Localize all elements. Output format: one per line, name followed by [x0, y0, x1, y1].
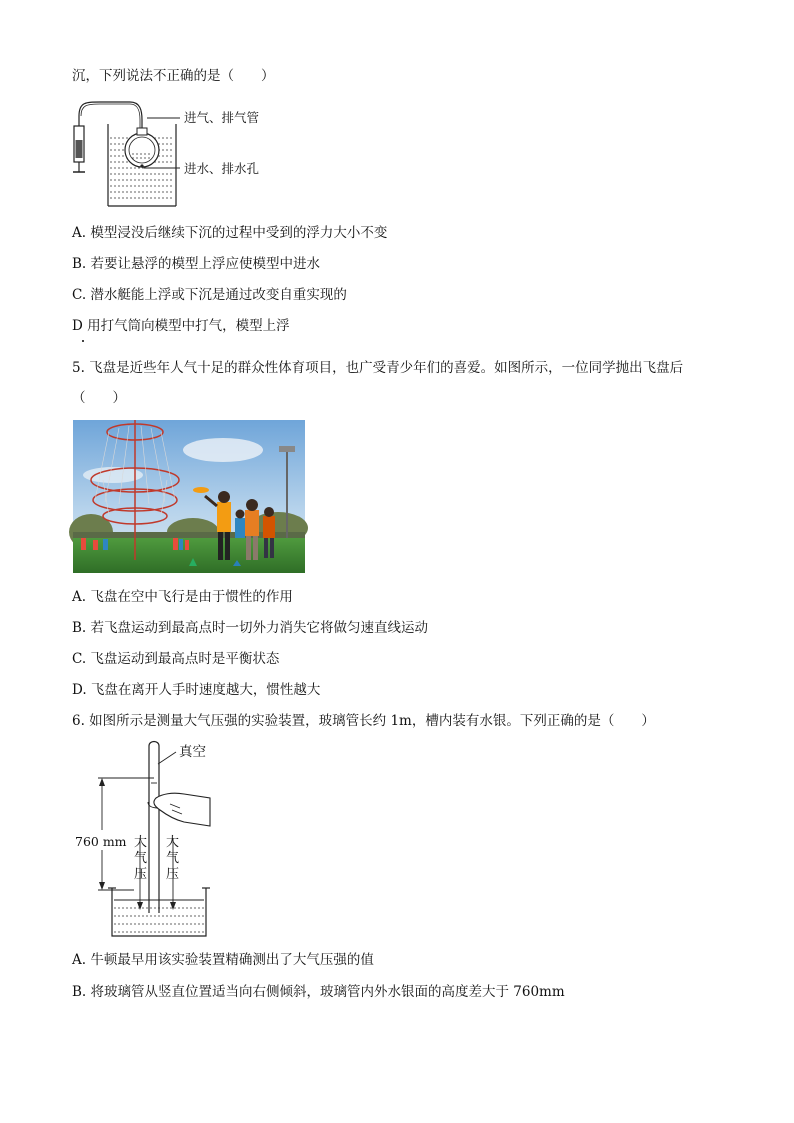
- label-inlet-hole: 进水、排水孔: [184, 161, 260, 176]
- frisbee-disc: [193, 487, 209, 493]
- pump-piston: [76, 140, 83, 158]
- q5-option-c[interactable]: C. 飞盘运动到最高点时是平衡状态: [72, 651, 280, 667]
- q5-stem-bracket: （ ）: [72, 390, 126, 406]
- air-tube: [79, 102, 142, 128]
- leader-vacuum: [158, 752, 176, 764]
- label-vacuum: 真空: [179, 744, 206, 760]
- q6-option-a[interactable]: A. 牛顿最早用该实验装置精确测出了大气压强的值: [72, 952, 374, 968]
- q4-option-a[interactable]: A. 模型浸没后继续下沉的过程中受到的浮力大小不变: [72, 225, 388, 241]
- frisbee-photo: [73, 420, 305, 573]
- hand: [154, 793, 210, 826]
- label-inlet-tube: 进气、排气管: [184, 110, 260, 125]
- q5-option-b[interactable]: B. 若飞盘运动到最高点时一切外力消失它将做匀速直线运动: [72, 620, 429, 636]
- label-pressure-left-3: 压: [134, 867, 148, 882]
- stray-dot: [82, 340, 84, 342]
- model-flask: [125, 133, 159, 167]
- q6-option-b[interactable]: B. 将玻璃管从竖直位置适当向右侧倾斜，玻璃管内外水银面的高度差大于 760mm: [72, 984, 565, 1000]
- q6-stem: 6. 如图所示是测量大气压强的实验装置，玻璃管长约 1m，槽内装有水银。下列正确的是（ ）: [72, 713, 655, 729]
- label-pressure-right-2: 气: [166, 851, 180, 866]
- q4-option-c[interactable]: C. 潜水艇能上浮或下沉是通过改变自重实现的: [72, 287, 347, 303]
- q5-option-d[interactable]: D. 飞盘在离开人手时速度越大，惯性越大: [72, 682, 321, 698]
- q5-stem: 5. 飞盘是近些年人气十足的群众性体育项目，也广受青少年们的喜爱。如图所示，一位同学抛出飞盘后: [72, 360, 684, 376]
- glass-tube: [149, 742, 159, 914]
- label-760mm: 760 mm: [75, 834, 127, 849]
- inlet-hole: [140, 164, 143, 167]
- label-pressure-right-1: 大: [166, 835, 180, 850]
- q4-stem-continuation: 沉，下列说法不正确的是（ ）: [72, 68, 275, 84]
- label-pressure-left-1: 大: [134, 835, 148, 850]
- label-pressure-right-3: 压: [166, 867, 180, 882]
- q4-option-b[interactable]: B. 若要让悬浮的模型上浮应使模型中进水: [72, 256, 321, 272]
- q4-option-d[interactable]: D 用打气筒向模型中打气，模型上浮: [72, 318, 290, 334]
- label-pressure-left-2: 气: [134, 851, 148, 866]
- q5-option-a[interactable]: A. 飞盘在空中飞行是由于惯性的作用: [72, 589, 293, 605]
